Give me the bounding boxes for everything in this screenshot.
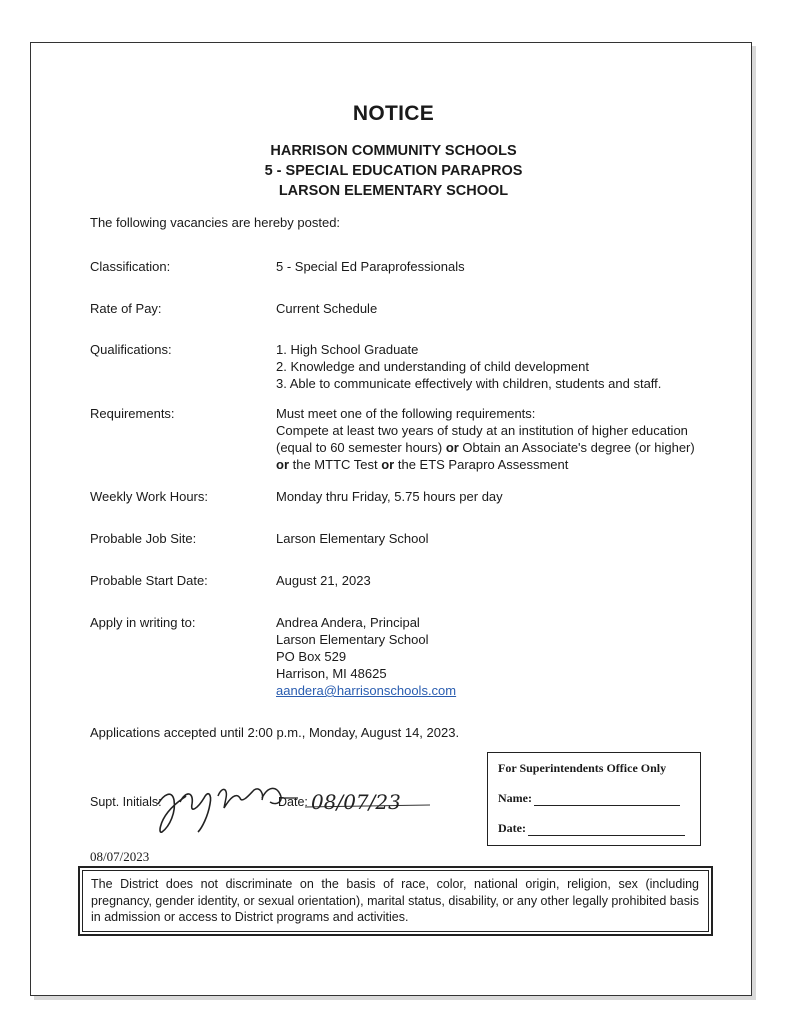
requirements-line: Must meet one of the following requirements: bbox=[276, 406, 536, 421]
application-deadline: Applications accepted until 2:00 p.m., Monday, August 14, 2023. bbox=[90, 725, 460, 740]
office-box-title: For Superintendents Office Only bbox=[498, 761, 667, 775]
weekly-hours-label: Weekly Work Hours: bbox=[90, 489, 208, 504]
svg-text:08/07/23: 08/07/23 bbox=[311, 790, 401, 814]
notice-title: NOTICE bbox=[352, 102, 435, 125]
office-date-row bbox=[498, 821, 685, 836]
address-school: Larson Elementary School bbox=[276, 632, 429, 647]
qualification-item: 2. Knowledge and understanding of child development bbox=[276, 359, 589, 374]
footer-date: 08/07/2023 bbox=[90, 849, 150, 864]
classification-value: 5 - Special Ed Paraprofessionals bbox=[276, 259, 465, 274]
handwritten-date bbox=[305, 785, 435, 821]
classification-label: Classification: bbox=[90, 259, 171, 274]
requirements-label: Requirements: bbox=[90, 406, 175, 421]
office-name-row bbox=[498, 791, 680, 806]
office-name-line bbox=[534, 793, 680, 806]
rate-of-pay-label: Rate of Pay: bbox=[90, 301, 162, 316]
date-label: Date: bbox=[278, 795, 308, 809]
office-date-line bbox=[528, 823, 685, 836]
qualification-item: 3. Able to communicate effectively with children, students and staff. bbox=[276, 376, 662, 391]
requirements-line: or the MTTC Test or the ETS Parapro Assessment bbox=[276, 457, 569, 472]
nondiscrimination-text: The District does not discriminate on the basis of race, color, national origin, religion, sex (including pregnancy, gender identity, or sexual orientation), marital status, disability, or any other legally prohibited basis in admission or access to District programs and activities. bbox=[91, 877, 699, 924]
principal-name: Andrea Andera, Principal bbox=[276, 615, 420, 630]
office-name-label: Name: bbox=[498, 791, 532, 805]
rate-of-pay-value: Current Schedule bbox=[276, 301, 378, 316]
address-city: Harrison, MI 48625 bbox=[276, 666, 387, 681]
qualifications-list bbox=[276, 341, 661, 392]
office-use-box bbox=[487, 752, 701, 846]
start-date-value: August 21, 2023 bbox=[276, 573, 371, 588]
intro-text: The following vacancies are hereby posted: bbox=[90, 215, 341, 230]
office-date-label: Date: bbox=[498, 821, 526, 835]
job-site-label: Probable Job Site: bbox=[90, 531, 197, 546]
requirements-text bbox=[276, 405, 695, 473]
qualification-item: 1. High School Graduate bbox=[276, 342, 419, 357]
job-site-value: Larson Elementary School bbox=[276, 531, 429, 546]
requirements-line: (equal to 60 semester hours) or Obtain an Associate's degree (or higher) bbox=[276, 440, 695, 455]
apply-label: Apply in writing to: bbox=[90, 615, 196, 630]
address-po-box: PO Box 529 bbox=[276, 649, 347, 664]
school-name: LARSON ELEMENTARY SCHOOL bbox=[278, 183, 509, 199]
start-date-label: Probable Start Date: bbox=[90, 573, 208, 588]
qualifications-label: Qualifications: bbox=[90, 342, 172, 357]
position-title: 5 - SPECIAL EDUCATION PARAPROS bbox=[264, 163, 523, 179]
nondiscrimination-box bbox=[78, 866, 713, 936]
weekly-hours-value: Monday thru Friday, 5.75 hours per day bbox=[276, 489, 503, 504]
initials-label: Supt. Initials: bbox=[90, 795, 162, 809]
apply-address bbox=[276, 614, 456, 699]
district-name: HARRISON COMMUNITY SCHOOLS bbox=[270, 143, 517, 159]
requirements-line: Compete at least two years of study at an institution of higher education bbox=[276, 423, 688, 438]
email-link[interactable]: aandera@harrisonschools.com bbox=[276, 683, 457, 698]
